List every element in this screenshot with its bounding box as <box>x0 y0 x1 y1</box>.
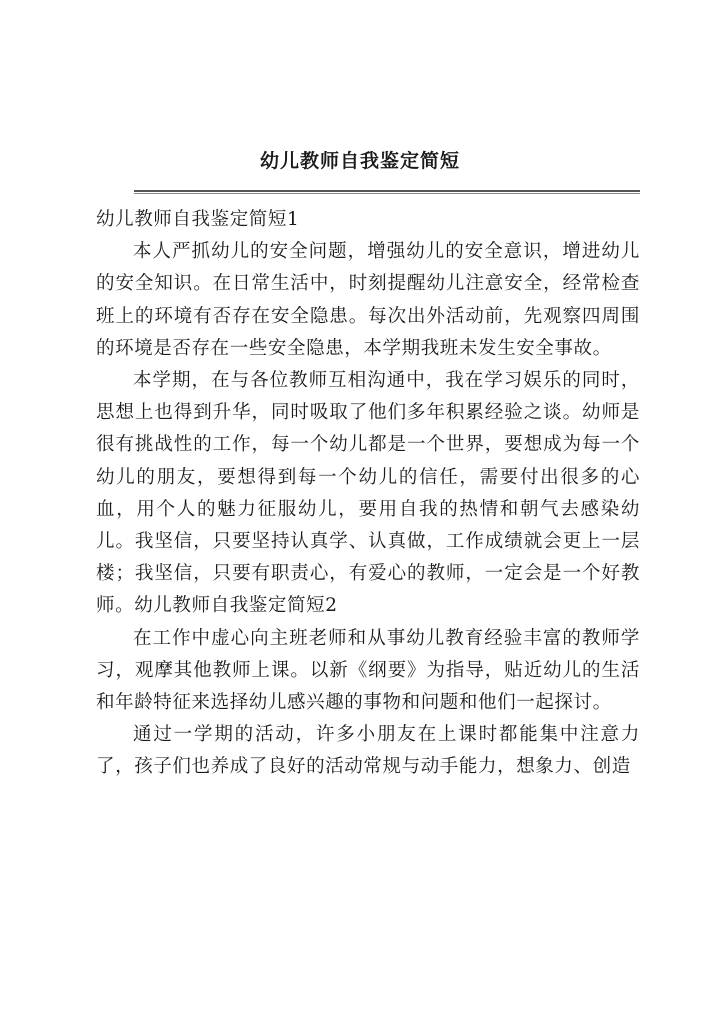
paragraph-communication <box>96 365 640 623</box>
paragraph-communication-text: 本学期，在与各位教师互相沟通中，我在学习娱乐的同时，思想上也得到升华，同时吸取了他们多年积累经验之谈。幼师是很有挑战性的工作，每一个幼儿都是一个世界，要想成为每一个幼儿的朋友，要想得到每一个幼儿的信任，需要付出很多的心血，用个人的魅力征服幼儿，要用自我的热情和朝气去感染幼儿。我坚信，只要坚持认真学、认真做，工作成绩就会更上一层楼；我坚信，只要有职责心，有爱心的教师，一定会是一个好教师。 <box>96 370 640 617</box>
document-body <box>96 204 640 784</box>
paragraph-activities: 通过一学期的活动，许多小朋友在上课时都能集中注意力了，孩子们也养成了良好的活动常规与动手能力，想象力、创造 <box>96 724 640 778</box>
section-heading-1: 幼儿教师自我鉴定简短1 <box>96 209 300 230</box>
paragraph-learning: 在工作中虚心向主班老师和从事幼儿教育经验丰富的教师学习，观摩其他教师上课。以新《纲要》为指导，贴近幼儿的生活和年龄特征来选择幼儿感兴趣的事物和问题和他们一起探讨。 <box>96 627 640 714</box>
title-divider <box>134 190 640 194</box>
section-heading-2: 幼儿教师自我鉴定简短2 <box>134 595 338 617</box>
paragraph-safety: 本人严抓幼儿的安全问题，增强幼儿的安全意识，增进幼儿的安全知识。在日常生活中，时刻提醒幼儿注意安全，经常检查班上的环境有否存在安全隐患。每次出外活动前，先观察四周围的环境是否存在一些安全隐患，本学期我班未发生安全事故。 <box>96 241 640 359</box>
document-title: 幼儿教师自我鉴定简短 <box>259 150 460 172</box>
